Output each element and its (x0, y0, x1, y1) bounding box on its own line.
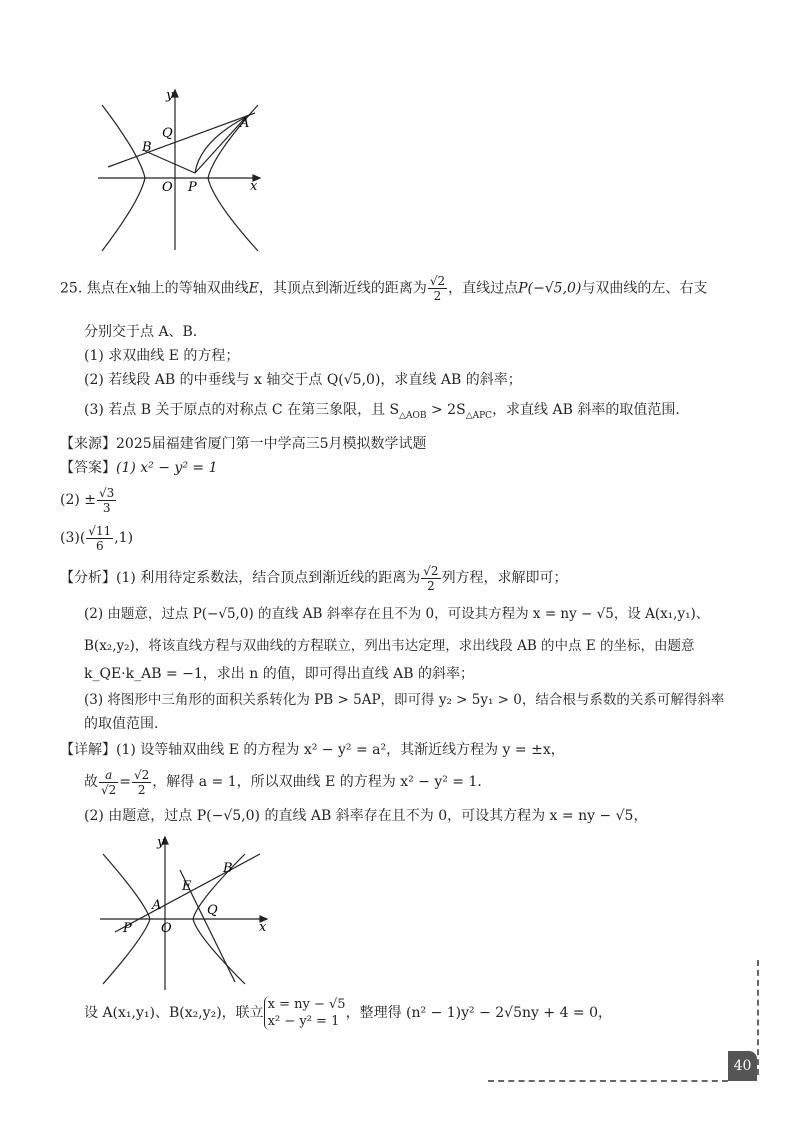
page-corner-dashed-vertical (757, 960, 759, 1075)
answer-2-prefix: (2) ± (60, 492, 97, 508)
answer-label: 【答案】 (60, 460, 116, 476)
fig2-label-y: y (157, 835, 165, 850)
detail-line-2: 故 $\frac{a}{√2}$ = $\frac{√2}{2}$ ，解得 a = 1，所以双曲线 E 的方程为 x² − y² = 1． (84, 767, 492, 797)
problem-line-2: 分别交于点 A、B． (84, 324, 207, 340)
problem-line-1 (60, 274, 707, 303)
answer-3-suffix: ,1) (114, 530, 134, 546)
stem-part-2: 轴上的等轴双曲线 (136, 280, 249, 297)
answer-line-2 (60, 484, 117, 516)
figure-1-hyperbola (90, 85, 270, 255)
stem-part-1: 焦点在 (86, 280, 129, 297)
fig1-label-p: P (188, 180, 197, 195)
segment-bp (145, 151, 195, 173)
question-2: (2) 若线段 AB 的中垂线与 x 轴交于点 Q(√5,0)，求直线 AB 的斜率； (84, 372, 522, 388)
stem-fraction: $\frac{√2}{2}$ (429, 274, 446, 303)
source-line: 【来源】2025届福建省厦门第一中学高三5月模拟数学试题 (60, 436, 427, 452)
stem-part-3: ，其顶点到渐近线的距离为 (258, 280, 427, 297)
equation-system: x = ny − √5 x² − y² = 1 (264, 996, 346, 1030)
answer-3-prefix: (3)( (60, 530, 86, 546)
fig2-label-o: O (161, 921, 172, 936)
stem-part-4: ，直线过点 (448, 280, 519, 297)
answer-line-3 (60, 522, 133, 554)
fig1-label-q: Q (162, 126, 173, 141)
analysis-line-1: 【分析】(1) 利用待定系数法，结合顶点到渐近线的距离为 $\frac{√2}{2}$ 列方程，求解即可； (60, 563, 568, 593)
analysis-line-3: B(x₂,y₂)，将该直线方程与双曲线的方程联立，列出韦达定理，求出线段 AB 的中点 E 的坐标，由题意 (84, 638, 695, 654)
stem-e: E (248, 280, 259, 297)
stem-x: x (128, 280, 137, 297)
fig2-label-p: P (123, 921, 132, 936)
fig1-label-o: O (162, 180, 173, 195)
analysis-fraction: $\frac{√2}{2}$ (423, 563, 439, 593)
answer-2-fraction: $\frac{√3}{3}$ (99, 485, 115, 515)
answer-1: (1) x² − y² = 1 (116, 460, 218, 476)
detail-line-3: (2) 由题意，过点 P(−√5,0) 的直线 AB 斜率存在且不为 0，可设其方程为 x = ny − √5， (84, 808, 648, 824)
fig1-label-y: y (166, 88, 174, 103)
problem-number: 25. (60, 280, 83, 297)
fig2-label-a: A (152, 898, 162, 913)
detail-fraction-1: $\frac{a}{√2}$ (101, 767, 117, 797)
page-number: 40 (728, 1051, 757, 1081)
line-ba (108, 113, 255, 167)
fig1-label-b: B (142, 140, 152, 155)
detail-line-1: 【详解】(1) 设等轴双曲线 E 的方程为 x² − y² = a²，其渐近线方程为 y = ±x， (60, 742, 565, 758)
question-3: (3) 若点 B 关于原点的对称点 C 在第三象限，且 $S_{\triangle AOB} > 2S_{\triangle APC}$，求直线 AB 斜率的取值范围. (84, 402, 680, 421)
detail-fraction-2: $\frac{√2}{2}$ (134, 767, 150, 797)
fig2-label-b: B (223, 861, 233, 876)
fig1-label-a: A (240, 116, 250, 131)
stem-part-5: 与双曲线的左、右支 (581, 280, 708, 297)
analysis-line-4: k_QE·k_AB = −1，求出 n 的值，即可得出直线 AB 的斜率； (84, 666, 474, 682)
page-corner-dashed-horizontal (488, 1080, 728, 1082)
fig1-label-x: x (250, 179, 258, 194)
last-line: 设 A(x₁,y₁)、B(x₂,y₂)，联立 x = ny − √5 x² − y² = 1 ，整理得 (n² − 1)y² − 2√5ny + 4 = 0， (84, 997, 613, 1029)
fig2-label-x: x (259, 920, 267, 935)
figure-2-hyperbola (95, 832, 275, 992)
answer-line-1 (60, 458, 217, 478)
fig2-label-q: Q (207, 903, 218, 918)
stem-point-p: P(−√5,0) (518, 280, 582, 297)
fig2-label-e: E (182, 879, 192, 894)
analysis-line-5: (3) 将图形中三角形的面积关系转化为 PB > 5AP，即可得 y₂ > 5y₁ > 0，结合根与系数的关系可解得斜率 (84, 692, 725, 708)
answer-3-fraction: $\frac{√11}{6}$ (88, 523, 112, 553)
analysis-line-6: 的取值范围. (84, 716, 159, 732)
analysis-line-2: (2) 由题意，过点 P(−√5,0) 的直线 AB 斜率存在且不为 0，可设其方程为 x = ny − √5，设 A(x₁,y₁)、 (84, 606, 710, 622)
question-1: (1) 求双曲线 E 的方程； (84, 348, 240, 364)
